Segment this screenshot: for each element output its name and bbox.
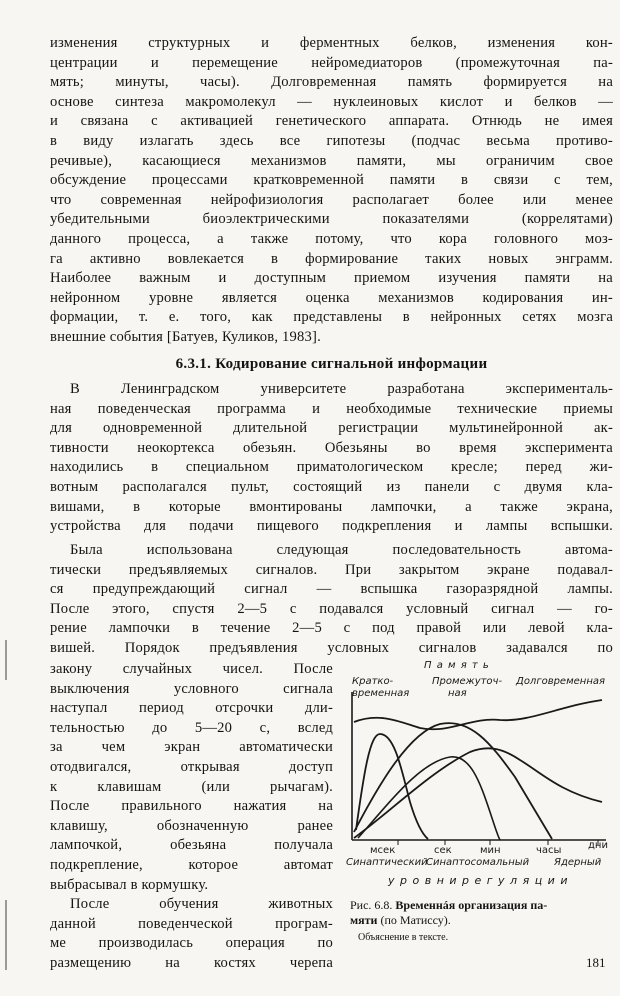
figure-title-memory: П а м я т ь: [424, 660, 490, 671]
text-line: формации, т. е. того, как представлены в нейронных сетях мозга: [50, 309, 613, 326]
tick-label-min: мин: [480, 845, 501, 856]
text-line: данной поведенческой програм-: [50, 915, 333, 932]
text-line: лампочкой, обезьяна получала: [50, 837, 333, 854]
paragraph-experiment-setup: [50, 380, 613, 537]
text-line: После правильного нажатия на: [50, 798, 333, 815]
text-line: После этого, спустя 2—5 с подавался условный сигнал — го-: [50, 600, 613, 617]
text-line: изменения структурных и ферментных белков, изменения кон-: [50, 35, 613, 51]
caption-title: Временнáя организация па-: [395, 898, 548, 912]
figure-caption: [350, 898, 612, 928]
text-line: отодвигался, открывая доступ: [50, 758, 333, 775]
text-line: Была использована следующая последовательность автома-: [70, 542, 613, 558]
text-line: клавишу, обозначенную ранее: [50, 817, 333, 834]
section-heading: 6.3.1. Кодирование сигнальной информации: [175, 356, 488, 372]
label-intermediate: ная: [448, 688, 467, 699]
page-number: 181: [586, 955, 606, 970]
text-line: наступал период отсрочки дли-: [50, 700, 333, 717]
label-long-term: Долговременная: [516, 676, 606, 687]
text-line: рение лампочки в течение 2—5 с под правой или левой кла-: [50, 620, 613, 637]
text-line: Наиболее важным и доступным приемом изучения памяти на: [50, 270, 613, 287]
text-line: для одновременной длительной регистрации мультинейронной ак-: [50, 420, 613, 437]
text-line: закону случайных чисел. После: [50, 661, 333, 677]
caption-note: Объяснение в тексте.: [358, 932, 449, 943]
scan-edge-mark: [5, 900, 7, 970]
caption-prefix: Рис. 6.8.: [350, 898, 393, 912]
text-line: тельностью до 5—20 с, вслед: [50, 719, 333, 736]
text-line: выбрасывал в кормушку.: [50, 876, 209, 893]
text-line: основе синтеза макромолекул — нуклеиновых кислот и белков —: [50, 93, 613, 110]
text-line: вишей. Порядок предъявления условных сигналов задавался по: [50, 639, 613, 656]
text-line: к клавишам (или рычагам).: [50, 778, 333, 795]
text-line: нейронном уровне является оценка механизмов кодирования ин-: [50, 289, 613, 306]
caption-title-end: мяти: [350, 913, 378, 927]
text-line: ме производилась операция по: [50, 935, 333, 952]
paragraph-signal-sequence: [50, 541, 613, 659]
tick-label-msec: мсек: [370, 845, 396, 856]
text-line: что современная нейрофизиология располагает более или менее: [50, 191, 613, 208]
curve-long-term-rise: [354, 748, 602, 838]
scan-edge-mark: [5, 640, 7, 680]
text-line: обсуждение процессами кратковременной памяти в связи с тем,: [50, 172, 613, 189]
text-line: тически предъявляемых сигналов. При закрытом экране подавал-: [50, 561, 613, 578]
caption-source: (по Матиссу).: [380, 913, 451, 927]
text-line: внешние события [Батуев, Куликов, 1983].: [50, 328, 321, 345]
text-line: В Ленинградском университете разработана эксперименталь-: [70, 381, 613, 397]
text-line: и связана с активацией генетического аппарата. Отнюдь не имея: [50, 113, 613, 130]
text-line: размещению на костях черепа: [50, 954, 333, 971]
label-short-term: Кратко-: [352, 676, 394, 687]
tick-label-days: дни: [588, 840, 608, 851]
text-line: вотным располагался пульт, состоящий из панели с двумя кла-: [50, 478, 613, 495]
level-nuclear: Ядерный: [554, 857, 602, 868]
text-line: центрации и перемещение нейромедиаторов (промежуточная па-: [50, 54, 613, 71]
text-line: ся предупреждающий сигнал — вспышка газоразрядной лампы.: [50, 581, 613, 598]
figure-memory-organization: [340, 662, 616, 897]
text-line: ная поведенческая программа и необходимые технические приемы: [50, 400, 613, 417]
text-line: мять; минуты, часы). Долговременная память формируется на: [50, 74, 613, 91]
curve-intermediate: [354, 723, 552, 839]
level-synaptic: Синаптический: [346, 857, 428, 868]
text-line: данного процесса, а также потому, что кора головного моз-: [50, 230, 613, 247]
text-line: устройства для подачи пищевого подкрепления и лампы вспышки.: [50, 518, 613, 535]
text-line: находились в специальном приматологическом кресле; перед жи-: [50, 459, 613, 476]
text-line: После обучения животных: [70, 896, 333, 913]
label-short-term: временная: [352, 688, 410, 699]
text-line: выключения условного сигнала: [50, 680, 333, 697]
curve-synaptosomal: [358, 757, 500, 840]
text-line: подкрепление, которое автомат: [50, 856, 333, 873]
text-line: га активно вовлекается в формирование таких новых энграмм.: [50, 250, 613, 267]
paragraph-memory-mechanisms: [50, 34, 613, 348]
paragraph-left-column: [50, 660, 333, 974]
text-line: вишами, в которые вмонтированы лампочки, а также экрана,: [50, 498, 613, 515]
curve-long-term: [354, 700, 602, 729]
tick-label-sec: сек: [434, 845, 452, 856]
text-line: речивые), касающиеся механизмов памяти, мы ограничим свое: [50, 152, 613, 169]
level-synaptosomal: Синаптосомальный: [426, 857, 530, 868]
figure-bottom-title: у р о в н и р е г у л я ц и и: [388, 874, 569, 887]
text-line: убедительными биоэлектрическими показателями (коррелятами): [50, 211, 613, 228]
label-intermediate: Промежуточ-: [432, 676, 503, 687]
text-line: за чем экран автоматически: [50, 739, 333, 756]
tick-label-hours: часы: [536, 845, 562, 856]
text-line: тивности неокортекса обезьян. Обезьяны во время эксперимента: [50, 439, 613, 456]
text-line: в виду излагать здесь все гипотезы (подчас весьма противо-: [50, 132, 613, 149]
